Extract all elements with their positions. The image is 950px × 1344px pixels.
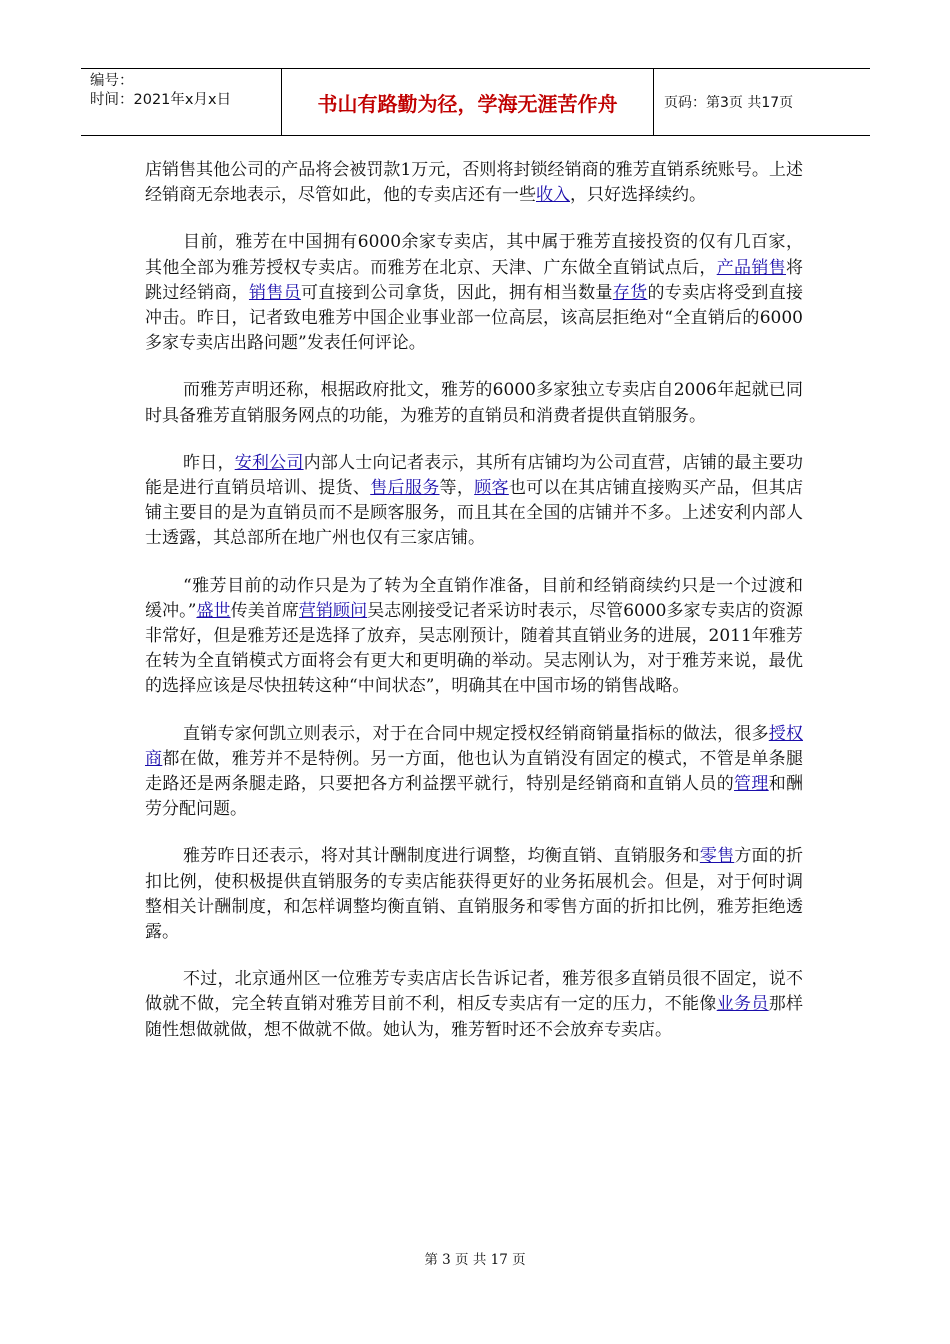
- inline-link[interactable]: 营销顾问: [298, 600, 368, 621]
- paragraph: [145, 378, 803, 428]
- inline-link[interactable]: 收入: [536, 185, 570, 206]
- inline-link[interactable]: 安利公司: [234, 452, 304, 473]
- paragraph: [145, 722, 803, 823]
- text-run: 雅芳昨日还表示，将对其计酬制度进行调整，均衡直销、直销服务和: [183, 846, 700, 867]
- text-run: 直销专家何凯立则表示，对于在合同中规定授权经销商销量指标的做法，很多: [183, 723, 769, 744]
- paragraph: [145, 574, 803, 700]
- header-meta: [81, 69, 282, 135]
- page-header: [81, 68, 870, 136]
- page-footer: 第 3 页 共 17 页: [424, 1252, 526, 1268]
- text-run: 方面的折扣比例，使积极提供直销服务的专卖店能获得更好的业务拓展机会。但是，对于何时调整相关计酬制度，和怎样调整均衡直销、直销服务和零售方面的折扣比例，雅芳拒绝透露。: [145, 846, 804, 943]
- paragraph: [145, 230, 803, 356]
- text-run: 不过，北京通州区一位雅芳专卖店店长告诉记者，雅芳很多直销员很不固定，说不做就不做，完全转直销对雅芳目前不利，相反专卖店有一定的压力，不能像: [145, 969, 803, 1015]
- inline-link[interactable]: 产品销售: [716, 257, 787, 278]
- text-run: 昨日，: [183, 452, 235, 473]
- text-run: 内部人士向记者表示，其所有店铺均为公司直营，店铺的最主要功能是进行直销员培训、提货、: [145, 452, 804, 499]
- date-line: 时间：2021年x月x日: [90, 92, 232, 108]
- text-run: “雅芳目前的动作只是为了转为全直销作准备，目前和经销商续约只是一个过渡和缓冲。”: [145, 575, 803, 621]
- paragraph: [145, 844, 803, 945]
- inline-link[interactable]: 零售: [699, 846, 735, 867]
- text-run: 也可以在其店铺直接购买产品，但其店铺主要目的是为直销员而不是顾客服务，而且其在全国的店铺并不多。上述安利内部人士透露，其总部所在地广州也仅有三家店铺。: [145, 478, 804, 549]
- text-run: 传美首席: [230, 600, 299, 621]
- inline-link[interactable]: 存货: [612, 282, 648, 303]
- text-run: 将跳过经销商，: [145, 257, 804, 303]
- inline-link[interactable]: 销售员: [248, 282, 301, 303]
- text-run: 目前，雅芳在中国拥有6000余家专卖店，其中属于雅芳直接投资的仅有几百家，其他全部为雅芳授权专卖店。而雅芳在北京、天津、广东做全直销试点后，: [145, 232, 803, 278]
- inline-link[interactable]: 授权商: [145, 723, 804, 769]
- text-run: 可直接到公司拿货，因此，拥有相当数量: [300, 282, 613, 303]
- text-run: 而雅芳声明还称，根据政府批文，雅芳的6000多家独立专卖店自2006年起就已同时具备雅芳直销服务网点的功能，为雅芳的直销员和消费者提供直销服务。: [145, 380, 803, 426]
- header-page-info: 页码：第3页 共17页: [664, 95, 794, 111]
- inline-link[interactable]: 盛世: [196, 600, 231, 621]
- text-run: 吴志刚接受记者采访时表示，尽管6000多家专卖店的资源非常好，但是雅芳还是选择了放弃，吴志刚预计，随着其直销业务的进展，2011年雅芳在转为全直销模式方面将会有更大和更明确的举动。吴志刚认为，对于雅芳来说，最优的选择应该是尽快扭转这种“中间状态”，明确其在中国市场的销售战略。: [145, 600, 804, 697]
- header-motto: 书山有路勤为径，学海无涯苦作舟: [282, 69, 654, 135]
- paragraph: [145, 158, 803, 208]
- text-run: 等，: [439, 478, 475, 499]
- inline-link[interactable]: 业务员: [716, 994, 769, 1015]
- inline-link[interactable]: 顾客: [474, 478, 509, 499]
- number-label: 编号：: [90, 73, 134, 89]
- inline-link[interactable]: 售后服务: [370, 478, 440, 499]
- inline-link[interactable]: 管理: [734, 774, 769, 795]
- text-run: 店销售其他公司的产品将会被罚款1万元，否则将封锁经销商的雅芳直销系统账号。上述经销商无奈地表示，尽管如此，他的专卖店还有一些: [145, 160, 803, 206]
- text-run: 和酬劳分配问题。: [145, 774, 804, 820]
- text-run: 那样随性想做就做，想不做就不做。她认为，雅芳暂时还不会放弃专卖店。: [145, 994, 804, 1040]
- text-run: 的专卖店将受到直接冲击。昨日，记者致电雅芳中国企业事业部一位高层，该高层拒绝对“全直销后的6000多家专卖店出路问题”发表任何评论。: [145, 282, 804, 354]
- paragraph: [145, 967, 803, 1043]
- article-body: [145, 158, 803, 1065]
- paragraph: [145, 451, 803, 552]
- text-run: ，只好选择续约。: [570, 185, 706, 206]
- text-run: 都在做，雅芳并不是特例。另一方面，他也认为直销没有固定的模式，不管是单条腿走路还是两条腿走路，只要把各方利益摆平就行，特别是经销商和直销人员的: [145, 748, 804, 795]
